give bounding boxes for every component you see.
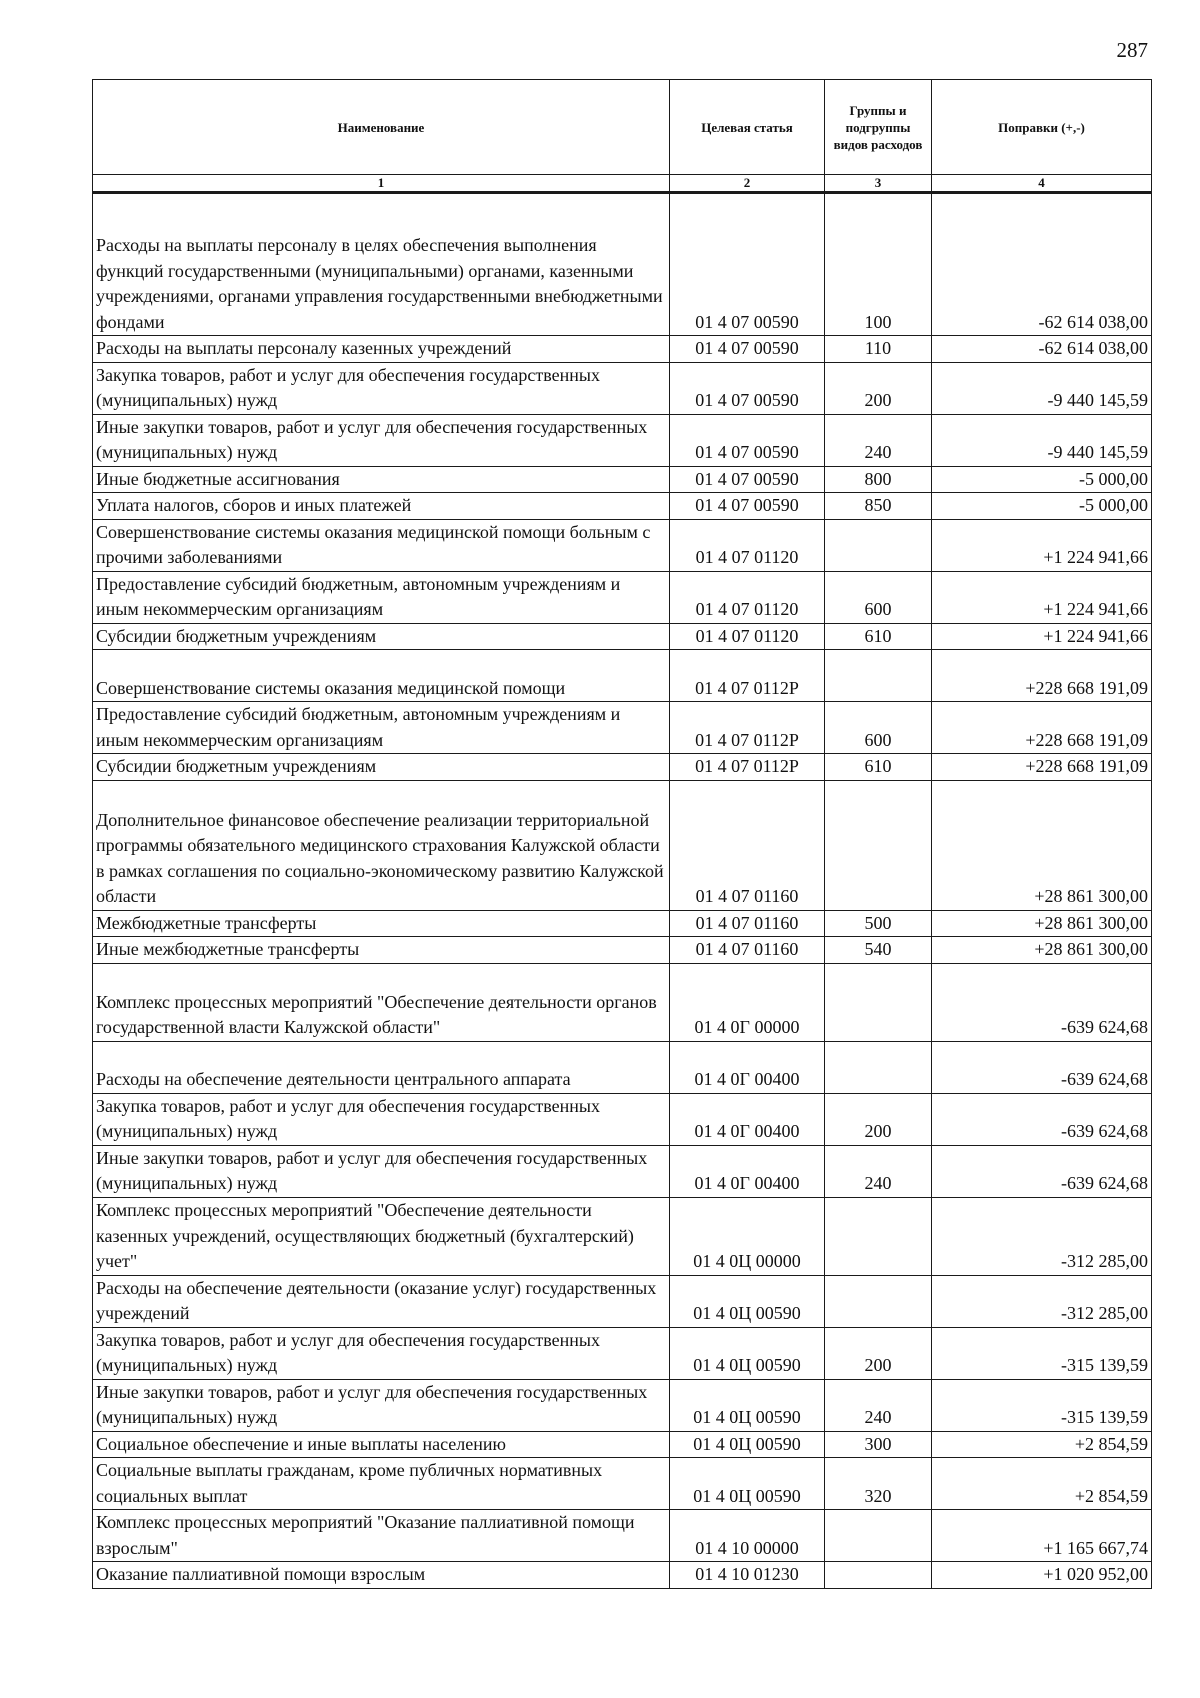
row-target-item: 01 4 07 01160 bbox=[670, 780, 825, 910]
row-name: Иные бюджетные ассигнования bbox=[93, 466, 670, 493]
row-name: Совершенствование системы оказания медицинской помощи больным с прочими заболеваниями bbox=[93, 519, 670, 571]
header-amendments: Поправки (+,-) bbox=[932, 80, 1152, 175]
row-expense-group bbox=[825, 1510, 932, 1562]
table-header-row bbox=[93, 80, 1152, 175]
row-target-item: 01 4 0Ц 00590 bbox=[670, 1275, 825, 1327]
row-amendment-amount: -639 624,68 bbox=[932, 963, 1152, 1041]
table-row bbox=[93, 1197, 1152, 1275]
row-name: Предоставление субсидий бюджетным, автономным учреждениям и иным некоммерческим организациям bbox=[93, 702, 670, 754]
table-row bbox=[93, 780, 1152, 910]
row-target-item: 01 4 07 00590 bbox=[670, 466, 825, 493]
table-row bbox=[93, 414, 1152, 466]
row-expense-group: 240 bbox=[825, 414, 932, 466]
row-name: Социальное обеспечение и иные выплаты населению bbox=[93, 1431, 670, 1458]
row-name: Расходы на выплаты персоналу казенных учреждений bbox=[93, 336, 670, 363]
row-target-item: 01 4 0Ц 00590 bbox=[670, 1431, 825, 1458]
row-name: Иные закупки товаров, работ и услуг для обеспечения государственных (муниципальных) нужд bbox=[93, 414, 670, 466]
row-expense-group: 240 bbox=[825, 1145, 932, 1197]
table-row bbox=[93, 1379, 1152, 1431]
row-target-item: 01 4 10 01230 bbox=[670, 1562, 825, 1589]
row-amendment-amount: +1 020 952,00 bbox=[932, 1562, 1152, 1589]
row-name: Закупка товаров, работ и услуг для обеспечения государственных (муниципальных) нужд bbox=[93, 1327, 670, 1379]
table-row bbox=[93, 754, 1152, 781]
row-amendment-amount: -312 285,00 bbox=[932, 1197, 1152, 1275]
row-expense-group: 610 bbox=[825, 623, 932, 650]
row-expense-group: 800 bbox=[825, 466, 932, 493]
table-row bbox=[93, 1041, 1152, 1093]
row-name: Предоставление субсидий бюджетным, автономным учреждениям и иным некоммерческим организациям bbox=[93, 571, 670, 623]
row-amendment-amount: +1 224 941,66 bbox=[932, 519, 1152, 571]
row-target-item: 01 4 07 00590 bbox=[670, 493, 825, 520]
row-amendment-amount: -62 614 038,00 bbox=[932, 336, 1152, 363]
table-row bbox=[93, 623, 1152, 650]
row-target-item: 01 4 07 01120 bbox=[670, 623, 825, 650]
row-amendment-amount: -5 000,00 bbox=[932, 466, 1152, 493]
row-expense-group bbox=[825, 1562, 932, 1589]
header-expense-group: Группы и подгруппы видов расходов bbox=[825, 80, 932, 175]
row-expense-group bbox=[825, 650, 932, 702]
column-number: 4 bbox=[932, 175, 1152, 193]
row-expense-group: 600 bbox=[825, 702, 932, 754]
row-target-item: 01 4 07 01160 bbox=[670, 937, 825, 964]
row-name: Комплекс процессных мероприятий "Оказание паллиативной помощи взрослым" bbox=[93, 1510, 670, 1562]
row-name: Иные межбюджетные трансферты bbox=[93, 937, 670, 964]
row-amendment-amount: +28 861 300,00 bbox=[932, 910, 1152, 937]
row-target-item: 01 4 0Г 00400 bbox=[670, 1145, 825, 1197]
row-target-item: 01 4 0Ц 00000 bbox=[670, 1197, 825, 1275]
row-name: Межбюджетные трансферты bbox=[93, 910, 670, 937]
row-name: Субсидии бюджетным учреждениям bbox=[93, 754, 670, 781]
row-expense-group bbox=[825, 519, 932, 571]
row-amendment-amount: +228 668 191,09 bbox=[932, 702, 1152, 754]
row-name: Расходы на обеспечение деятельности (оказание услуг) государственных учреждений bbox=[93, 1275, 670, 1327]
row-name: Расходы на выплаты персоналу в целях обеспечения выполнения функций государственными (муниципальными) органами, казенными учреждениями, органами управления государственными внебюджетными фондами bbox=[93, 193, 670, 336]
table-row bbox=[93, 466, 1152, 493]
row-expense-group: 200 bbox=[825, 362, 932, 414]
table-row bbox=[93, 519, 1152, 571]
row-target-item: 01 4 0Г 00400 bbox=[670, 1041, 825, 1093]
table-row bbox=[93, 1562, 1152, 1589]
row-amendment-amount: -312 285,00 bbox=[932, 1275, 1152, 1327]
row-amendment-amount: -62 614 038,00 bbox=[932, 193, 1152, 336]
header-name: Наименование bbox=[93, 80, 670, 175]
row-expense-group: 600 bbox=[825, 571, 932, 623]
row-expense-group: 320 bbox=[825, 1458, 932, 1510]
row-target-item: 01 4 0Ц 00590 bbox=[670, 1327, 825, 1379]
column-number: 1 bbox=[93, 175, 670, 193]
table-row bbox=[93, 1327, 1152, 1379]
row-expense-group bbox=[825, 780, 932, 910]
row-target-item: 01 4 0Ц 00590 bbox=[670, 1379, 825, 1431]
row-target-item: 01 4 07 00590 bbox=[670, 336, 825, 363]
row-amendment-amount: -315 139,59 bbox=[932, 1327, 1152, 1379]
table-row bbox=[93, 493, 1152, 520]
row-expense-group: 110 bbox=[825, 336, 932, 363]
row-expense-group bbox=[825, 963, 932, 1041]
table-row bbox=[93, 336, 1152, 363]
row-target-item: 01 4 07 0112Р bbox=[670, 754, 825, 781]
row-target-item: 01 4 07 00590 bbox=[670, 414, 825, 466]
row-name: Совершенствование системы оказания медицинской помощи bbox=[93, 650, 670, 702]
table-body bbox=[93, 193, 1152, 1589]
row-amendment-amount: +1 165 667,74 bbox=[932, 1510, 1152, 1562]
row-name: Иные закупки товаров, работ и услуг для обеспечения государственных (муниципальных) нужд bbox=[93, 1145, 670, 1197]
row-target-item: 01 4 0Г 00400 bbox=[670, 1093, 825, 1145]
table-row bbox=[93, 1458, 1152, 1510]
row-target-item: 01 4 07 0112Р bbox=[670, 650, 825, 702]
row-name: Комплекс процессных мероприятий "Обеспечение деятельности казенных учреждений, осуществляющих бюджетный (бухгалтерский) учет" bbox=[93, 1197, 670, 1275]
row-amendment-amount: +228 668 191,09 bbox=[932, 650, 1152, 702]
row-expense-group: 300 bbox=[825, 1431, 932, 1458]
row-target-item: 01 4 0Ц 00590 bbox=[670, 1458, 825, 1510]
row-amendment-amount: -9 440 145,59 bbox=[932, 414, 1152, 466]
row-target-item: 01 4 07 0112Р bbox=[670, 702, 825, 754]
column-number-row bbox=[93, 175, 1152, 193]
row-amendment-amount: +28 861 300,00 bbox=[932, 780, 1152, 910]
row-expense-group: 850 bbox=[825, 493, 932, 520]
table-row bbox=[93, 1093, 1152, 1145]
row-expense-group bbox=[825, 1275, 932, 1327]
table-row bbox=[93, 650, 1152, 702]
header-target-item: Целевая статья bbox=[670, 80, 825, 175]
row-amendment-amount: -9 440 145,59 bbox=[932, 362, 1152, 414]
table-row bbox=[93, 1275, 1152, 1327]
row-target-item: 01 4 07 01160 bbox=[670, 910, 825, 937]
row-expense-group: 240 bbox=[825, 1379, 932, 1431]
row-target-item: 01 4 07 01120 bbox=[670, 519, 825, 571]
row-amendment-amount: +1 224 941,66 bbox=[932, 623, 1152, 650]
budget-amendments-table bbox=[92, 79, 1152, 1589]
row-amendment-amount: +2 854,59 bbox=[932, 1431, 1152, 1458]
row-expense-group: 540 bbox=[825, 937, 932, 964]
table-row bbox=[93, 1510, 1152, 1562]
row-name: Закупка товаров, работ и услуг для обеспечения государственных (муниципальных) нужд bbox=[93, 362, 670, 414]
row-name: Расходы на обеспечение деятельности центрального аппарата bbox=[93, 1041, 670, 1093]
table-row bbox=[93, 910, 1152, 937]
table-row bbox=[93, 362, 1152, 414]
table-row bbox=[93, 1145, 1152, 1197]
row-amendment-amount: -5 000,00 bbox=[932, 493, 1152, 520]
row-amendment-amount: +1 224 941,66 bbox=[932, 571, 1152, 623]
row-amendment-amount: +228 668 191,09 bbox=[932, 754, 1152, 781]
row-name: Иные закупки товаров, работ и услуг для обеспечения государственных (муниципальных) нужд bbox=[93, 1379, 670, 1431]
row-target-item: 01 4 07 00590 bbox=[670, 193, 825, 336]
page-number: 287 bbox=[1116, 38, 1148, 62]
row-amendment-amount: +28 861 300,00 bbox=[932, 937, 1152, 964]
row-name: Уплата налогов, сборов и иных платежей bbox=[93, 493, 670, 520]
row-expense-group bbox=[825, 1041, 932, 1093]
table-row bbox=[93, 1431, 1152, 1458]
row-target-item: 01 4 07 01120 bbox=[670, 571, 825, 623]
row-amendment-amount: -639 624,68 bbox=[932, 1145, 1152, 1197]
row-name: Комплекс процессных мероприятий "Обеспечение деятельности органов государственной власти Калужской области" bbox=[93, 963, 670, 1041]
row-amendment-amount: -639 624,68 bbox=[932, 1041, 1152, 1093]
row-amendment-amount: -315 139,59 bbox=[932, 1379, 1152, 1431]
column-number: 2 bbox=[670, 175, 825, 193]
row-amendment-amount: -639 624,68 bbox=[932, 1093, 1152, 1145]
row-amendment-amount: +2 854,59 bbox=[932, 1458, 1152, 1510]
row-target-item: 01 4 10 00000 bbox=[670, 1510, 825, 1562]
row-name: Дополнительное финансовое обеспечение реализации территориальной программы обязательного медицинского страхования Калужской области в рамках соглашения по социально-экономическому развитию Калужской области bbox=[93, 780, 670, 910]
row-expense-group: 100 bbox=[825, 193, 932, 336]
row-expense-group bbox=[825, 1197, 932, 1275]
table-row bbox=[93, 702, 1152, 754]
table-row bbox=[93, 571, 1152, 623]
row-target-item: 01 4 0Г 00000 bbox=[670, 963, 825, 1041]
row-expense-group: 500 bbox=[825, 910, 932, 937]
row-name: Закупка товаров, работ и услуг для обеспечения государственных (муниципальных) нужд bbox=[93, 1093, 670, 1145]
row-expense-group: 610 bbox=[825, 754, 932, 781]
row-expense-group: 200 bbox=[825, 1093, 932, 1145]
table-row bbox=[93, 193, 1152, 336]
row-name: Субсидии бюджетным учреждениям bbox=[93, 623, 670, 650]
row-target-item: 01 4 07 00590 bbox=[670, 362, 825, 414]
row-name: Оказание паллиативной помощи взрослым bbox=[93, 1562, 670, 1589]
column-number: 3 bbox=[825, 175, 932, 193]
table-row bbox=[93, 937, 1152, 964]
row-expense-group: 200 bbox=[825, 1327, 932, 1379]
table-row bbox=[93, 963, 1152, 1041]
row-name: Социальные выплаты гражданам, кроме публичных нормативных социальных выплат bbox=[93, 1458, 670, 1510]
